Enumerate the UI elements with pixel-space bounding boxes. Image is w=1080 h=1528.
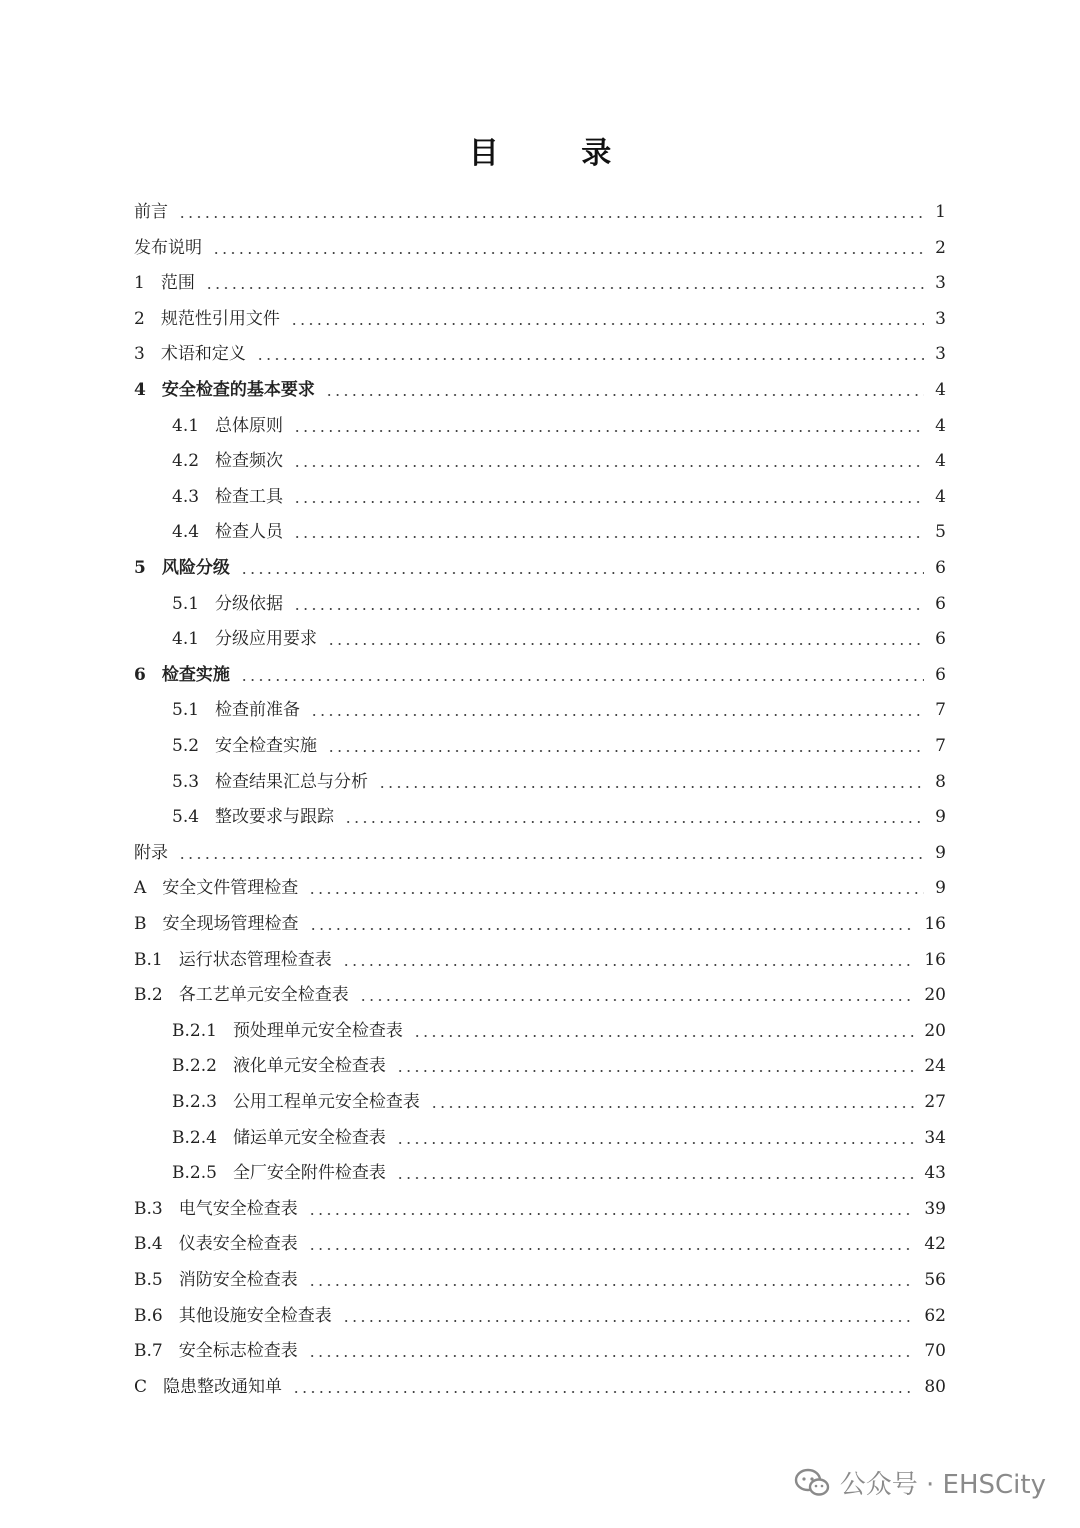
- toc-leader-dots: [290, 323, 924, 325]
- toc-leader-dots: [293, 465, 924, 467]
- toc-leader-dots: [292, 1391, 914, 1393]
- toc-entry-label: 消防安全检查表: [178, 1270, 298, 1290]
- toc-entry-page: 80: [924, 1376, 946, 1397]
- toc-entry-number: 5.4: [172, 807, 200, 828]
- toc-leader-dots: [256, 358, 924, 360]
- toc-entry-label: 运行状态管理检查表: [178, 949, 332, 970]
- toc-entry-page: 4: [935, 486, 946, 507]
- toc-entry: [134, 1333, 946, 1369]
- toc-entry: [134, 977, 946, 1013]
- toc-entry-page: 20: [924, 985, 946, 1006]
- toc-leader-dots: [327, 750, 924, 752]
- toc-entry: [134, 942, 946, 978]
- toc-entry-label: 检查实施: [161, 664, 230, 685]
- toc-entry-label: 检查人员: [215, 522, 284, 543]
- toc-entry-page: 9: [935, 842, 946, 863]
- toc-entry-label: 全厂安全附件检查表: [232, 1163, 386, 1184]
- toc-leader-dots: [378, 786, 924, 788]
- toc-entry-page: 27: [924, 1092, 946, 1112]
- toc-leader-dots: [359, 999, 915, 1001]
- toc-entry-page: 2: [935, 237, 946, 258]
- toc-entry-label: 各工艺单元安全检查表: [178, 985, 349, 1006]
- toc-entry-page: 5: [935, 522, 946, 543]
- toc-entry-label: 发布说明: [134, 237, 202, 258]
- toc-entry-label: 安全标志检查表: [178, 1341, 298, 1362]
- toc-entry: [172, 1155, 946, 1191]
- toc-entry: [134, 194, 946, 230]
- toc-entry-page: 20: [924, 1020, 946, 1041]
- toc-entry-number: 4.2: [172, 451, 200, 472]
- toc-entry-number: 5.1: [172, 593, 200, 614]
- toc-entry-number: B.4: [134, 1234, 163, 1255]
- toc-entry-label: 其他设施安全检查表: [178, 1305, 332, 1326]
- toc-entry-number: B.5: [134, 1270, 163, 1290]
- toc-entry-number: 1: [134, 273, 145, 294]
- toc-entry-number: 5.1: [172, 700, 200, 721]
- toc-leader-dots: [396, 1142, 914, 1144]
- toc-entry-page: 7: [935, 700, 946, 721]
- toc-entry-number: C: [134, 1376, 148, 1397]
- toc-entry: [134, 1298, 946, 1334]
- toc-entry: [134, 1191, 946, 1227]
- toc-entry: [172, 764, 946, 800]
- toc-entry-number: 6: [134, 664, 146, 685]
- toc-entry-label: 范围: [160, 273, 195, 294]
- toc-entry-number: B.2.1: [172, 1020, 217, 1041]
- toc-entry-page: 42: [924, 1234, 946, 1255]
- toc-entry-number: B.1: [134, 949, 163, 970]
- toc-entry: [134, 265, 946, 301]
- toc-entry-label: 规范性引用文件: [160, 308, 280, 329]
- toc-entry: [172, 728, 946, 764]
- toc-entry-page: 16: [924, 914, 946, 934]
- toc-leader-dots: [327, 643, 924, 645]
- toc-entry: [134, 870, 946, 906]
- toc-entry-number: 3: [134, 344, 145, 365]
- toc-leader-dots: [342, 964, 915, 966]
- toc-entry-page: 3: [935, 344, 946, 365]
- toc-entry: [134, 372, 946, 408]
- toc-leader-dots: [178, 857, 924, 859]
- toc-entry-label: 隐患整改通知单: [163, 1376, 283, 1397]
- toc-entry-number: B.2.3: [172, 1092, 217, 1112]
- toc-entry-page: 39: [924, 1198, 946, 1219]
- toc-entry: [172, 692, 946, 728]
- toc-leader-dots: [240, 572, 924, 574]
- toc-leader-dots: [308, 892, 924, 894]
- toc-entry-label: 检查前准备: [215, 700, 301, 721]
- toc-entry: [134, 550, 946, 586]
- toc-entry-label: 分级应用要求: [215, 629, 318, 650]
- toc-entry-label: 安全检查的基本要求: [161, 380, 315, 400]
- toc-entry-page: 6: [935, 629, 946, 650]
- toc-entry-label: 总体原则: [215, 415, 284, 436]
- toc-entry: [134, 835, 946, 871]
- toc-entry-number: 4.1: [172, 415, 200, 436]
- toc-entry-number: B.2.4: [172, 1127, 217, 1148]
- toc-leader-dots: [308, 1355, 915, 1357]
- toc-entry: [172, 479, 946, 515]
- toc-entry-label: 安全检查实施: [215, 736, 318, 756]
- toc-leader-dots: [342, 1320, 915, 1322]
- toc-entry-number: B.3: [134, 1198, 163, 1219]
- toc-entry-page: 62: [924, 1305, 946, 1326]
- toc-entry: [134, 336, 946, 372]
- toc-entry-label: 附录: [134, 842, 168, 863]
- toc-entry-label: 检查结果汇总与分析: [215, 771, 369, 792]
- toc-entry-page: 8: [935, 771, 946, 792]
- toc-entry: [134, 906, 946, 942]
- toc-leader-dots: [396, 1177, 914, 1179]
- toc-entry: [172, 1013, 946, 1049]
- toc-leader-dots: [325, 394, 924, 396]
- toc-entry: [172, 1120, 946, 1156]
- toc-entry: [172, 621, 946, 657]
- toc-entry-label: 储运单元安全检查表: [232, 1127, 386, 1148]
- toc-leader-dots: [293, 501, 924, 503]
- toc-entry-page: 1: [935, 202, 946, 222]
- toc-entry: [172, 586, 946, 622]
- toc-entry-number: 2: [134, 308, 145, 329]
- toc-entry-page: 6: [935, 664, 946, 685]
- toc-leader-dots: [212, 252, 924, 254]
- toc-entry: [134, 301, 946, 337]
- toc-entry-label: 安全现场管理检查: [162, 914, 299, 934]
- toc-entry: [134, 1226, 946, 1262]
- toc-entry-label: 公用工程单元安全检查表: [232, 1092, 420, 1112]
- toc-entry-label: 术语和定义: [160, 344, 246, 365]
- toc-entry-page: 6: [935, 558, 946, 578]
- toc-entry-number: A: [134, 878, 147, 899]
- toc-entry-label: 分级依据: [215, 593, 284, 614]
- toc-entry-page: 43: [924, 1163, 946, 1184]
- toc-entry-number: B.2.2: [172, 1056, 217, 1077]
- toc-entry-page: 34: [924, 1127, 946, 1148]
- toc-entry-page: 4: [935, 415, 946, 436]
- toc-entry-page: 56: [924, 1270, 946, 1290]
- toc-entry-label: 风险分级: [161, 558, 230, 578]
- toc-leader-dots: [240, 679, 924, 681]
- toc-entry-number: 4.4: [172, 522, 200, 543]
- toc-entry: [172, 1084, 946, 1120]
- toc-leader-dots: [293, 536, 924, 538]
- toc-entry-number: B.2.5: [172, 1163, 217, 1184]
- toc-entry: [134, 1262, 946, 1298]
- toc-entry-label: 预处理单元安全检查表: [232, 1020, 403, 1041]
- page-title: 目 录: [468, 136, 648, 171]
- toc-entry-label: 整改要求与跟踪: [215, 807, 335, 828]
- toc-entry: [172, 1048, 946, 1084]
- toc-entry-label: 前言: [134, 202, 168, 222]
- toc-entry-number: B.6: [134, 1305, 163, 1326]
- toc-leader-dots: [178, 216, 924, 218]
- toc-entry-page: 3: [935, 308, 946, 329]
- toc-entry-number: B.7: [134, 1341, 163, 1362]
- toc-entry-label: 电气安全检查表: [178, 1198, 298, 1219]
- toc-entry-number: 4.1: [172, 629, 200, 650]
- toc-entry-number: 4: [134, 380, 146, 400]
- toc-leader-dots: [293, 608, 924, 610]
- toc-entry-page: 7: [935, 736, 946, 756]
- toc-leader-dots: [308, 1284, 915, 1286]
- toc-leader-dots: [310, 714, 924, 716]
- toc-entry-label: 液化单元安全检查表: [232, 1056, 386, 1077]
- toc-entry-page: 4: [935, 451, 946, 472]
- watermark-text: 公众号 · EHSCity: [839, 1470, 1046, 1500]
- toc-entry-page: 24: [924, 1056, 946, 1077]
- toc-entry-number: B.2: [134, 985, 163, 1006]
- toc-leader-dots: [308, 1213, 915, 1215]
- toc-entry: [134, 230, 946, 266]
- toc-entry-page: 70: [924, 1341, 946, 1362]
- toc-leader-dots: [308, 1248, 915, 1250]
- toc-entry-page: 16: [924, 949, 946, 970]
- toc-leader-dots: [396, 1070, 914, 1072]
- toc-leader-dots: [413, 1035, 914, 1037]
- toc-entry-label: 检查频次: [215, 451, 284, 472]
- toc-entry-page: 9: [935, 878, 946, 899]
- toc-entry-label: 仪表安全检查表: [178, 1234, 298, 1255]
- toc-leader-dots: [293, 430, 924, 432]
- toc-entry: [172, 799, 946, 835]
- toc-entry-number: B: [134, 914, 147, 934]
- toc-entry: [172, 514, 946, 550]
- toc-entry-number: 4.3: [172, 486, 200, 507]
- toc-entry-number: 5.2: [172, 736, 200, 756]
- wechat-icon: [794, 1468, 830, 1498]
- toc-leader-dots: [309, 928, 915, 930]
- toc-entry-page: 3: [935, 273, 946, 294]
- toc-leader-dots: [344, 821, 924, 823]
- toc-entry-label: 安全文件管理检查: [162, 878, 299, 899]
- toc-entry-label: 检查工具: [215, 486, 284, 507]
- toc-entry: [172, 408, 946, 444]
- toc-leader-dots: [205, 287, 924, 289]
- toc-leader-dots: [430, 1106, 914, 1108]
- toc-entry: [134, 657, 946, 693]
- watermark: [794, 1464, 1046, 1501]
- toc-entry-page: 6: [935, 593, 946, 614]
- toc-entry: [172, 443, 946, 479]
- toc-entry: [134, 1369, 946, 1405]
- toc-entry-number: 5: [134, 558, 146, 578]
- toc-entry-page: 4: [935, 380, 946, 400]
- toc-entry-page: 9: [935, 807, 946, 828]
- toc-entry-number: 5.3: [172, 771, 200, 792]
